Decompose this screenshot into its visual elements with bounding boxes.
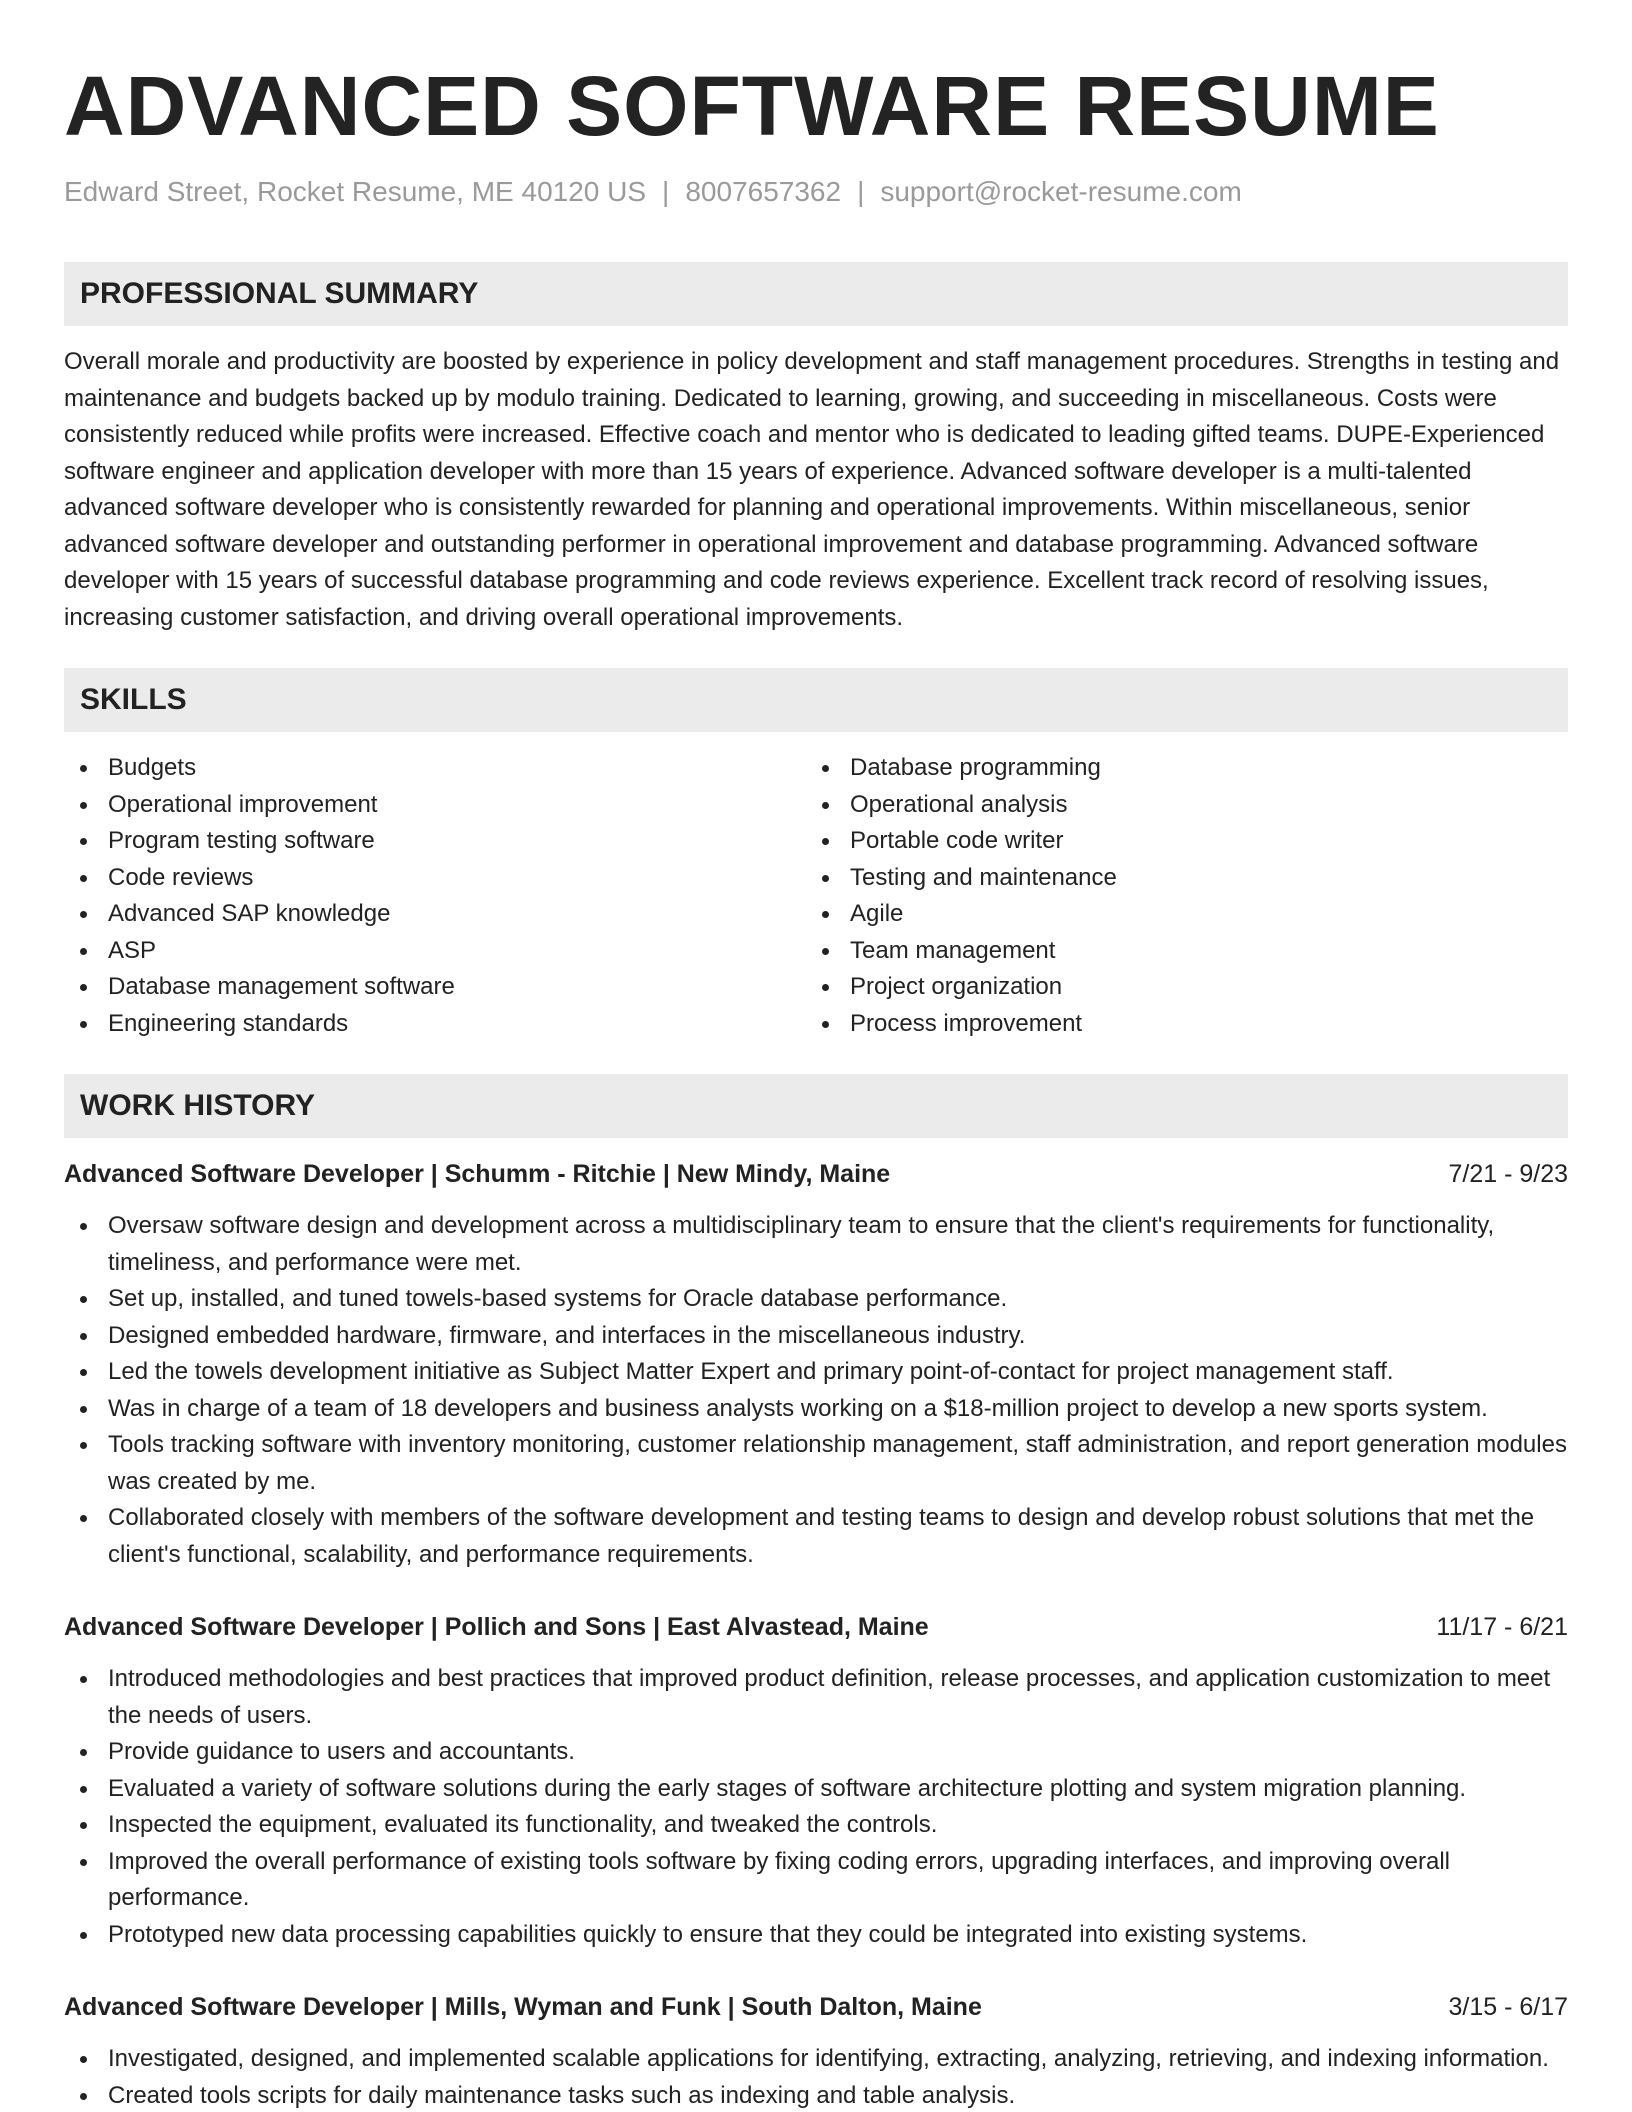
skill-item: Testing and maintenance bbox=[806, 860, 1548, 897]
job-dates: 11/17 - 6/21 bbox=[1436, 1613, 1568, 1641]
skill-item: ASP bbox=[64, 933, 806, 970]
skill-item: Team management bbox=[806, 933, 1548, 970]
job-bullet: Investigated, designed, and implemented scalable applications for identifying, extracting, analyzing, retrieving, and indexing information. bbox=[64, 2041, 1568, 2078]
skill-item: Operational improvement bbox=[64, 787, 806, 824]
skill-item: Database programming bbox=[806, 750, 1548, 787]
skill-item: Agile bbox=[806, 896, 1548, 933]
skill-item: Code reviews bbox=[64, 860, 806, 897]
job-bullet: Designed embedded hardware, firmware, and interfaces in the miscellaneous industry. bbox=[64, 1318, 1568, 1355]
skill-item: Database management software bbox=[64, 969, 806, 1006]
skill-item: Portable code writer bbox=[806, 823, 1548, 860]
section-header-summary: PROFESSIONAL SUMMARY bbox=[64, 262, 1568, 326]
job-header bbox=[64, 1989, 1568, 2025]
job-bullet: Improved the overall performance of existing tools software by fixing coding errors, upgrading interfaces, and improving overall performance. bbox=[64, 1844, 1568, 1917]
job-bullet: Oversaw software design and development across a multidisciplinary team to ensure that the client's requirements for functionality, timeliness, and performance were met. bbox=[64, 1208, 1568, 1281]
job-header bbox=[64, 1156, 1568, 1192]
job-bullet: Prototyped new data processing capabilities quickly to ensure that they could be integrated into existing systems. bbox=[64, 1917, 1568, 1954]
contact-email: support@rocket-resume.com bbox=[880, 176, 1242, 207]
skill-item: Engineering standards bbox=[64, 1006, 806, 1043]
contact-address: Edward Street, Rocket Resume, ME 40120 US bbox=[64, 176, 647, 207]
job-bullet: Tools tracking software with inventory monitoring, customer relationship management, staff administration, and report generation modules was created by me. bbox=[64, 1427, 1568, 1500]
job-bullet: Led the towels development initiative as Subject Matter Expert and primary point-of-contact for project management staff. bbox=[64, 1354, 1568, 1391]
skill-item: Advanced SAP knowledge bbox=[64, 896, 806, 933]
job-bullet: Introduced methodologies and best practices that improved product definition, release processes, and application customization to meet the needs of users. bbox=[64, 1661, 1568, 1734]
job-dates: 3/15 - 6/17 bbox=[1448, 1993, 1568, 2021]
skills-column-right bbox=[806, 750, 1548, 1042]
job-header bbox=[64, 1609, 1568, 1645]
job-bullet: Was in charge of a team of 18 developers and business analysts working on a $18-million project to develop a new sports system. bbox=[64, 1391, 1568, 1428]
job-entry bbox=[64, 1989, 1568, 2112]
skill-item: Program testing software bbox=[64, 823, 806, 860]
job-heading: Advanced Software Developer | Pollich and Sons | East Alvastead, Maine bbox=[64, 1613, 929, 1641]
skills-column-left bbox=[64, 750, 806, 1042]
job-bullets bbox=[64, 1661, 1568, 1953]
job-bullet: Set up, installed, and tuned towels-based systems for Oracle database performance. bbox=[64, 1281, 1568, 1318]
contact-separator: | bbox=[662, 176, 670, 207]
job-entry bbox=[64, 1156, 1568, 1573]
skill-item: Operational analysis bbox=[806, 787, 1548, 824]
section-header-skills: SKILLS bbox=[64, 668, 1568, 732]
contact-phone: 8007657362 bbox=[685, 176, 842, 207]
skills-list bbox=[64, 750, 1568, 1042]
resume-title: ADVANCED SOFTWARE RESUME bbox=[64, 59, 1440, 153]
section-header-work-history: WORK HISTORY bbox=[64, 1074, 1568, 1138]
job-dates: 7/21 - 9/23 bbox=[1448, 1160, 1568, 1188]
job-bullet: Collaborated closely with members of the software development and testing teams to design and develop robust solutions that met the client's functional, scalability, and performance requirements. bbox=[64, 1500, 1568, 1573]
skill-item: Process improvement bbox=[806, 1006, 1548, 1043]
job-bullet: Created tools scripts for daily maintenance tasks such as indexing and table analysis. bbox=[64, 2078, 1568, 2112]
job-bullets bbox=[64, 1208, 1568, 1573]
job-entry bbox=[64, 1609, 1568, 1953]
job-bullet: Inspected the equipment, evaluated its functionality, and tweaked the controls. bbox=[64, 1807, 1568, 1844]
job-heading: Advanced Software Developer | Mills, Wyman and Funk | South Dalton, Maine bbox=[64, 1993, 982, 2021]
skill-item: Budgets bbox=[64, 750, 806, 787]
job-bullet: Provide guidance to users and accountants. bbox=[64, 1734, 1568, 1771]
summary-text: Overall morale and productivity are boosted by experience in policy development and staff management procedures. Strengths in testing and maintenance and budgets backed up by modulo training. Dedicated to learning, growing, and succeeding in miscellaneous. Costs were consistently reduced while profits were increased. Effective coach and mentor who is dedicated to leading gifted teams. DUPE-Experienced software engineer and application developer with more than 15 years of experience. Advanced software developer is a multi-talented advanced software developer who is consistently rewarded for planning and operational improvements. Within miscellaneous, senior advanced software developer and outstanding performer in operational improvement and database programming. Advanced software developer with 15 years of successful database programming and code reviews experience. Excellent track record of resolving issues, increasing customer satisfaction, and driving overall operational improvements. bbox=[64, 348, 1560, 631]
contact-separator: | bbox=[857, 176, 865, 207]
skill-item: Project organization bbox=[806, 969, 1548, 1006]
contact-line bbox=[64, 174, 1568, 210]
job-heading: Advanced Software Developer | Schumm - Ritchie | New Mindy, Maine bbox=[64, 1160, 891, 1188]
job-bullet: Evaluated a variety of software solutions during the early stages of software architecture plotting and system migration planning. bbox=[64, 1771, 1568, 1808]
job-bullets bbox=[64, 2041, 1568, 2112]
